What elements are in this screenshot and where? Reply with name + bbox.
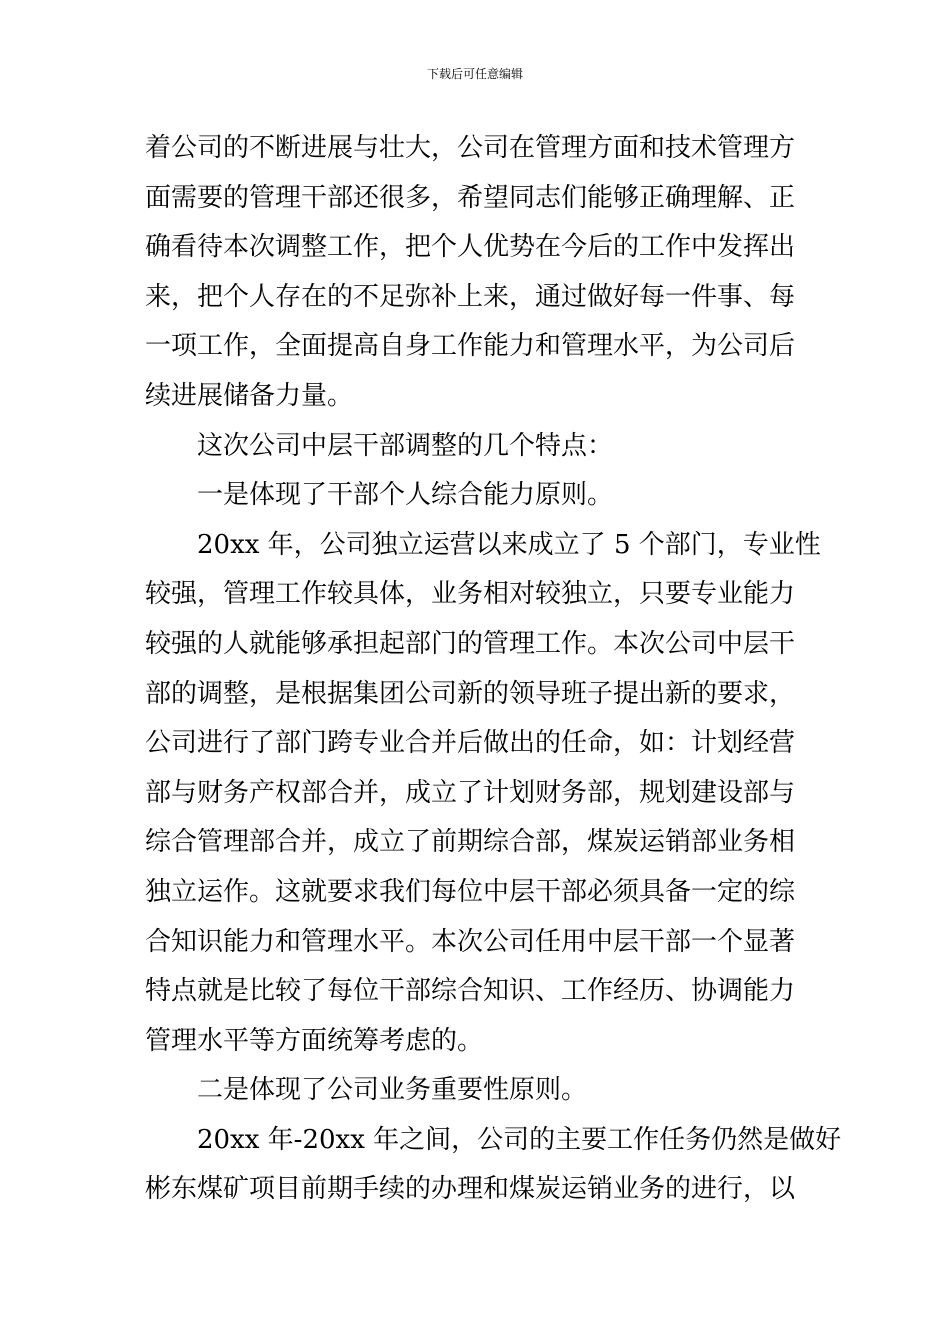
text-line: 综合管理部合并，成立了前期综合部，煤炭运销部业务相 <box>145 827 796 858</box>
page-header: 下载后可任意编辑 <box>426 67 523 81</box>
text-line: 确看待本次调整工作，把个人优势在今后的工作中发挥出 <box>145 232 796 263</box>
text-line: 续进展储备力量。 <box>145 380 354 411</box>
text-line: 部与财务产权部合并，成立了计划财务部，规划建设部与 <box>145 777 796 808</box>
text-line: 合知识能力和管理水平。本次公司任用中层干部一个显著 <box>145 926 796 957</box>
text-line: 较强，管理工作较具体，业务相对较独立，只要专业能力 <box>145 579 796 610</box>
text-line: 较强的人就能够承担起部门的管理工作。本次公司中层干 <box>145 628 796 659</box>
text-line: 面需要的管理干部还很多，希望同志们能够正确理解、正 <box>145 182 796 213</box>
text-line: 部的调整，是根据集团公司新的领导班子提出新的要求， <box>145 678 796 709</box>
text-line: 着公司的不断进展与壮大，公司在管理方面和技术管理方 <box>145 133 796 163</box>
text-line: 来，把个人存在的不足弥补上来，通过做好每一件事、每 <box>145 281 796 312</box>
paragraph-heading: 一是体现了干部个人综合能力原则。 <box>197 480 614 511</box>
text-line: 彬东煤矿项目前期手续的办理和煤炭运销业务的进行，以 <box>145 1174 796 1205</box>
document-body <box>145 124 842 1215</box>
paragraph-heading: 二是体现了公司业务重要性原则。 <box>197 1075 588 1106</box>
text-line: 管理水平等方面统筹考虑的。 <box>145 1025 484 1056</box>
text-line: 特点就是比较了每位干部综合知识、工作经历、协调能力 <box>145 976 796 1007</box>
text-line: 公司进行了部门跨专业合并后做出的任命，如：计划经营 <box>145 728 796 759</box>
text-line: 20xx 年-20xx 年之间，公司的主要工作任务仍然是做好 <box>197 1124 842 1155</box>
paragraph-heading: 这次公司中层干部调整的几个特点： <box>197 430 614 461</box>
text-line: 一项工作，全面提高自身工作能力和管理水平，为公司后 <box>145 331 796 362</box>
text-line: 20xx 年，公司独立运营以来成立了 5 个部门，专业性 <box>197 529 821 560</box>
text-line: 独立运作。这就要求我们每位中层干部必须具备一定的综 <box>145 876 796 907</box>
